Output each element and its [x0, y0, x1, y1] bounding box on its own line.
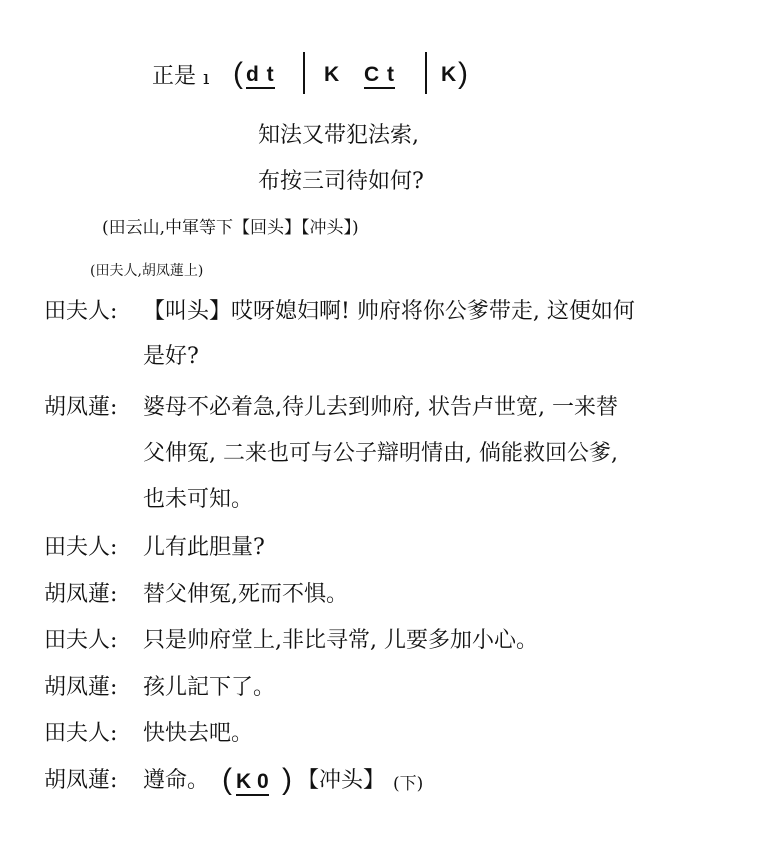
- stage-direction-2: (田夫人,胡凤蓮上): [90, 263, 204, 279]
- notation-close-paren: ): [458, 57, 468, 90]
- notation-group-2: [364, 62, 395, 88]
- notation-bar-2: [425, 52, 427, 94]
- speaker-label: 胡凤蓮:: [44, 675, 118, 700]
- speaker-label: 胡凤蓮:: [44, 768, 118, 793]
- lead-mark: ı: [203, 65, 210, 89]
- dialogue-line: 婆母不必着急,待儿去到帅府, 状告卢世宽, 一来替: [143, 395, 618, 420]
- dialogue-line: 替父伸冤,死而不惧。: [143, 582, 348, 607]
- dialogue-line: 是好?: [143, 344, 199, 369]
- final-notation-text: K 0: [236, 770, 269, 796]
- dialogue-line: 遵命。: [143, 768, 210, 793]
- notation-group-2-text: C t: [364, 63, 395, 89]
- notation-group-1-text: d t: [246, 63, 275, 89]
- notation-open-paren: (: [233, 57, 243, 90]
- dialogue-line: 【叫头】哎呀媳妇啊! 帅府将你公爹带走, 这便如何: [143, 299, 635, 324]
- stage-direction-1: (田云山,中軍等下【回头】【冲头】): [102, 218, 359, 238]
- final-notation: [236, 770, 269, 794]
- speaker-label: 田夫人:: [44, 628, 118, 653]
- final-notation-close-paren: ): [282, 763, 292, 796]
- verse-line-1: 知法又带犯法索,: [258, 123, 419, 148]
- exit-direction: (下): [393, 774, 424, 794]
- speaker-label: 胡凤蓮:: [44, 582, 118, 607]
- notation-group-1: [246, 62, 275, 88]
- dialogue-line: 快快去吧。: [143, 721, 254, 746]
- dialogue-line: 孩儿記下了。: [143, 675, 276, 700]
- speaker-label: 田夫人:: [44, 535, 118, 560]
- final-notation-open-paren: (: [222, 763, 232, 796]
- speaker-label: 田夫人:: [44, 721, 118, 746]
- final-cue: 【冲头】: [297, 768, 386, 793]
- dialogue-line: 父伸冤, 二来也可与公子辯明情由, 倘能救回公爹,: [143, 441, 618, 466]
- speaker-label: 田夫人:: [44, 299, 118, 324]
- notation-bar-1: [303, 52, 305, 94]
- verse-line-2: 布按三司待如何?: [258, 169, 424, 194]
- dialogue-line: 只是帅府堂上,非比寻常, 儿要多加小心。: [143, 628, 538, 653]
- lead-text: 正是: [152, 64, 197, 89]
- speaker-label: 胡凤蓮:: [44, 395, 118, 420]
- notation-k2: K: [441, 63, 458, 86]
- notation-k1: K: [324, 63, 341, 86]
- dialogue-line: 儿有此胆量?: [143, 535, 265, 560]
- dialogue-line: 也未可知。: [143, 487, 254, 512]
